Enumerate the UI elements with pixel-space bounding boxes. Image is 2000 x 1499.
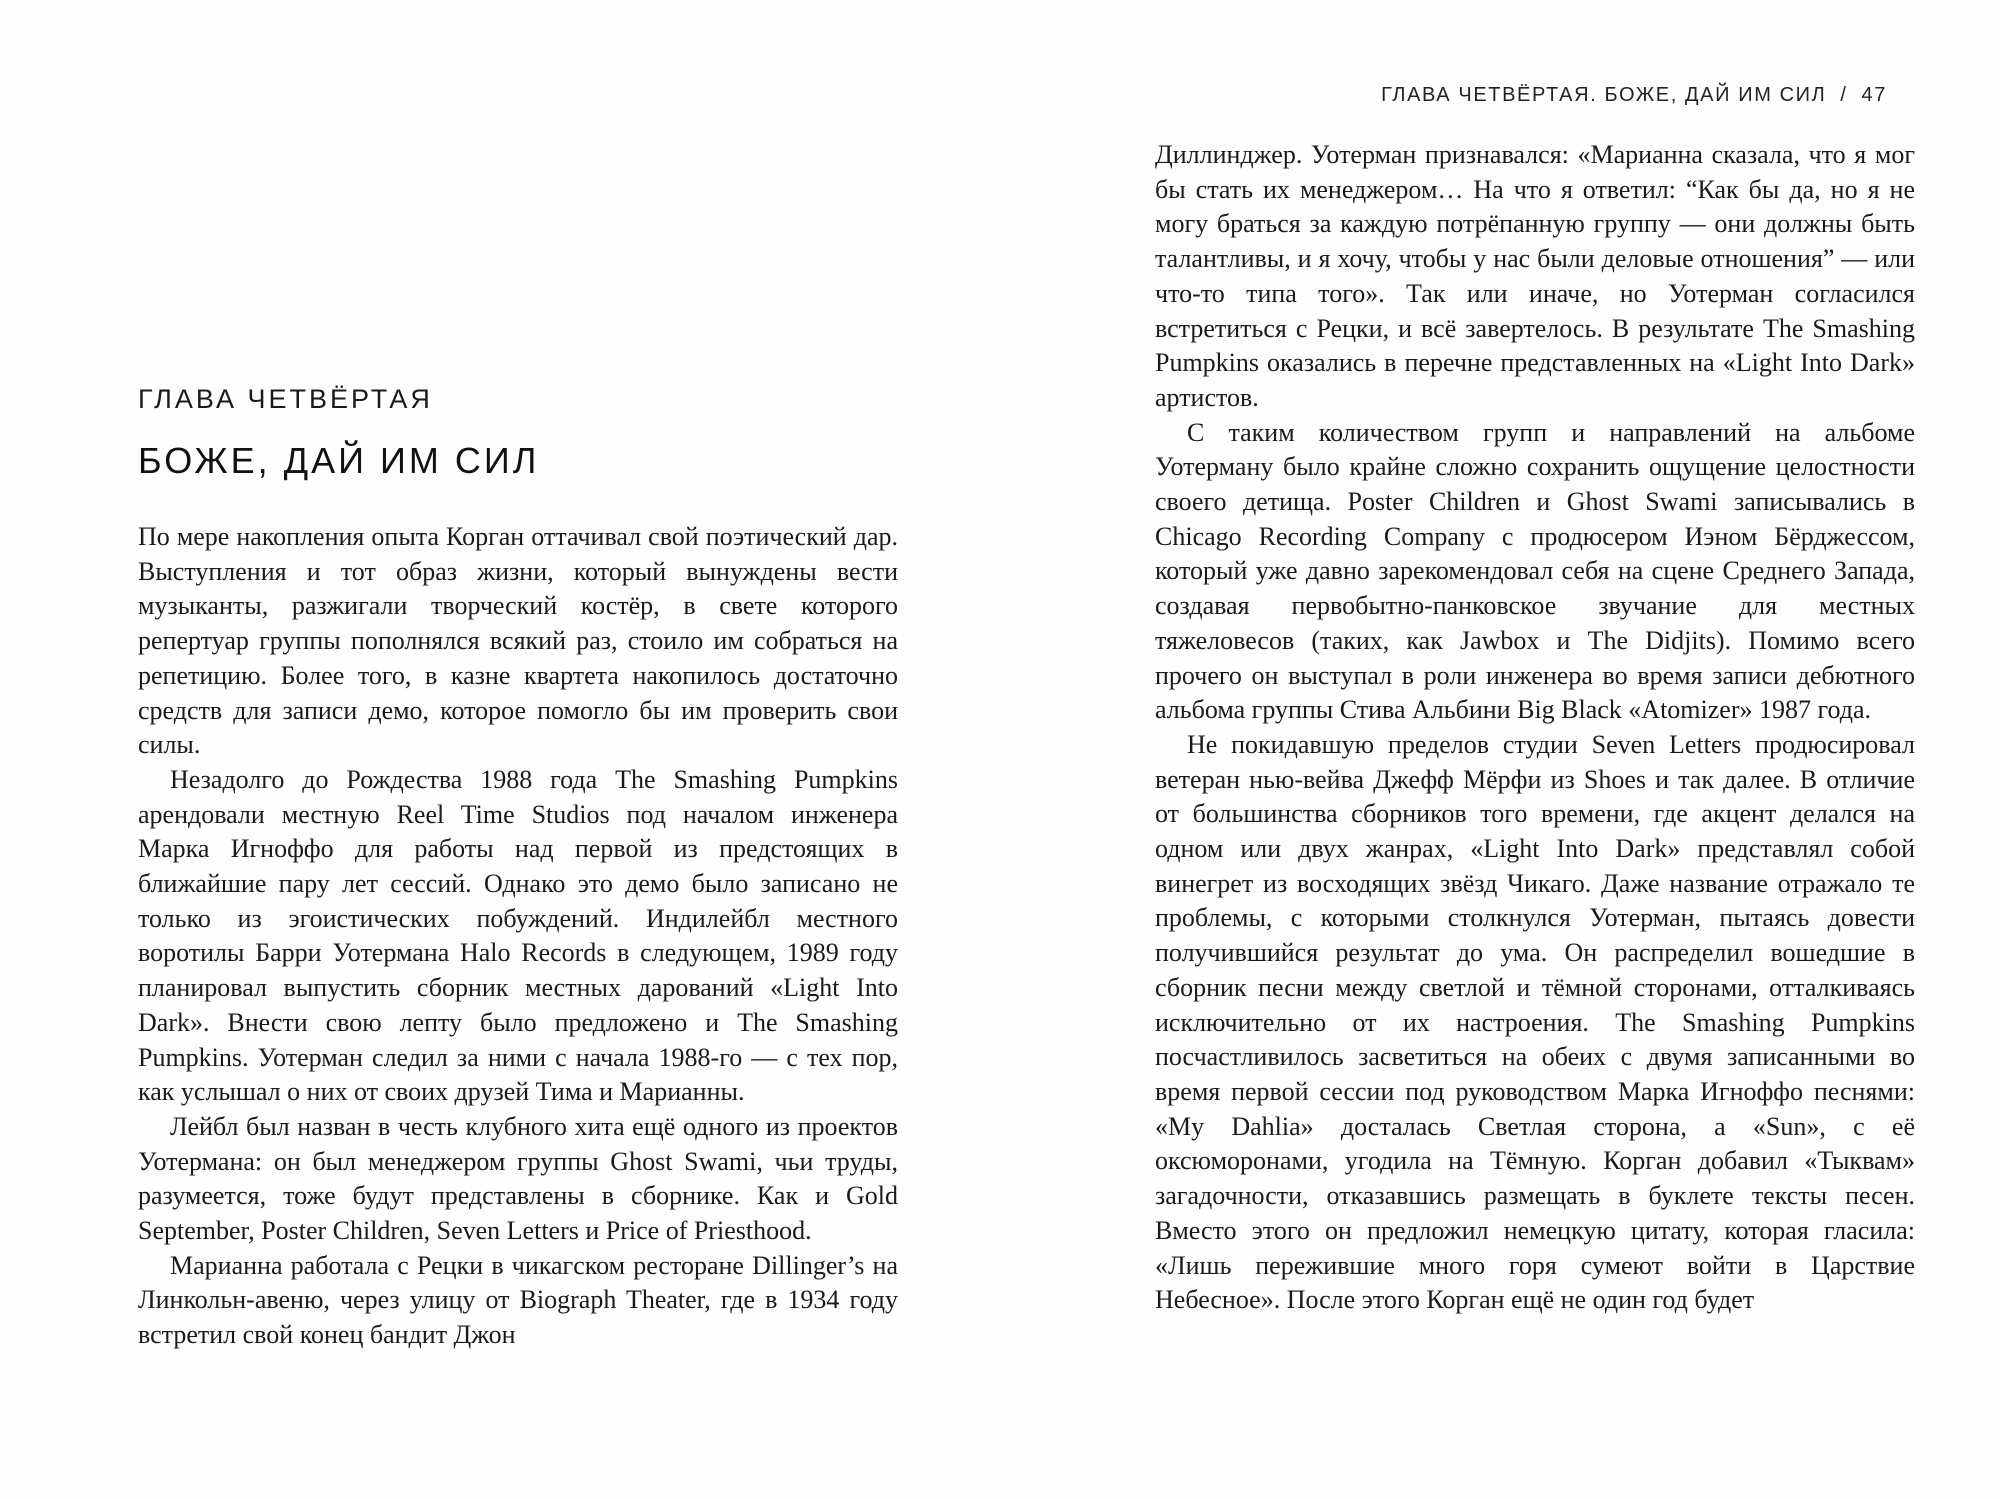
paragraph: Незадолго до Рождества 1988 года The Smashing Pumpkins арендовали местную Reel Time Studios под началом инженера Марка Игноффо для работы над первой из предстоящих в ближайшие пару лет сессий. Однако это демо было записано не только из эгоистических побуждений. Индилейбл местного воротилы Барри Уотермана Halo Records в следующем, 1989 году планировал выпустить сборник местных дарований «Light Into Dark». Внести свою лепту было предложено и The Smashing Pumpkins. Уотерман следил за ними с начала 1988-го — с тех пор, как услышал о них от своих друзей Тима и Марианны. [138,764,898,1107]
paragraph: Лейбл был назван в честь клубного хита ещё одного из проектов Уотермана: он был менеджером группы Ghost Swami, чьи труды, разумеется, тоже будут представлены в сборнике. Как и Gold September, Poster Children, Seven Letters и Price of Priesthood. [138,1111,898,1246]
page-number: 47 [1861,84,1887,106]
chapter-title: БОЖЕ, ДАЙ ИМ СИЛ [138,440,540,481]
paragraph: Диллинджер. Уотерман признавался: «Марианна сказала, что я мог бы стать их менеджером… На что я ответил: “Как бы да, но я не могу браться за каждую потрёпанную группу — они должны быть талантливы, и я хочу, чтобы у нас были деловые отношения” — или что-то типа того». Так или иначе, но Уотерман согласился встретиться с Рецки, и всё завертелось. В результате The Smashing Pumpkins оказались в перечне представленных на «Light Into Dark» артистов. [1155,140,1915,412]
running-head-separator: / [1840,84,1848,106]
right-page [1000,0,2000,1499]
running-title: ГЛАВА ЧЕТВЁРТАЯ. БОЖЕ, ДАЙ ИМ СИЛ [1381,84,1827,106]
left-page-body [138,520,898,1353]
paragraph: Не покидавшую пределов студии Seven Letters продюсировал ветеран нью-вейва Джефф Мёрфи из Shoes и так далее. В отличие от большинства сборников того времени, где акцент делался на одном или двух жанрах, «Light Into Dark» представлял собой винегрет из восходящих звёзд Чикаго. Даже название отражало те проблемы, с которыми столкнулся Уотерман, пытаясь довести получившийся результат до ума. Он распределил вошедшие в сборник песни между светлой и тёмной сторонами, отталкиваясь исключительно от их настроения. The Smashing Pumpkins посчастливилось засветиться на обеих с двумя записанными во время первой сессии под руководством Марка Игноффо песнями: «My Dahlia» досталась Светлая сторона, а «Sun», с её оксюморонами, угодила на Тёмную. Корган добавил «Тыквам» загадочности, отказавшись размещать в буклете тексты песен. Вместо этого он предложил немецкую цитату, которая гласила: «Лишь пережившие много горя сумеют войти в Царствие Небесное». После этого Корган ещё не один год будет [1155,729,1915,1315]
right-page-body [1155,138,1915,1318]
paragraph: По мере накопления опыта Корган оттачивал свой поэтический дар. Выступления и тот образ жизни, который вынуждены вести музыканты, разжигали творческий костёр, в свете которого репертуар группы пополнялся всякий раз, стоило им собраться на репетицию. Более того, в казне квартета накопилось достаточно средств для записи демо, которое помогло бы им проверить свои силы. [138,522,898,760]
paragraph: Марианна работала с Рецки в чикагском ресторане Dillinger’s на Линкольн-авеню, через улицу от Biograph Theater, где в 1934 году встретил свой конец бандит Джон [138,1250,898,1350]
paragraph: С таким количеством групп и направлений на альбоме Уотерману было крайне сложно сохранить ощущение целостности своего детища. Poster Children и Ghost Swami записывались в Chicago Recording Company с продюсером Иэном Бёрджессом, который уже давно зарекомендовал себя на сцене Среднего Запада, создавая первобытно-панковское звучание для местных тяжеловесов (таких, как Jawbox и The Didjits). Помимо всего прочего он выступал в роли инженера во время записи дебютного альбома группы Стива Альбини Big Black «Atomizer» 1987 года. [1155,417,1915,725]
running-head [1381,84,1887,107]
chapter-label: ГЛАВА ЧЕТВЁРТАЯ [138,384,433,414]
